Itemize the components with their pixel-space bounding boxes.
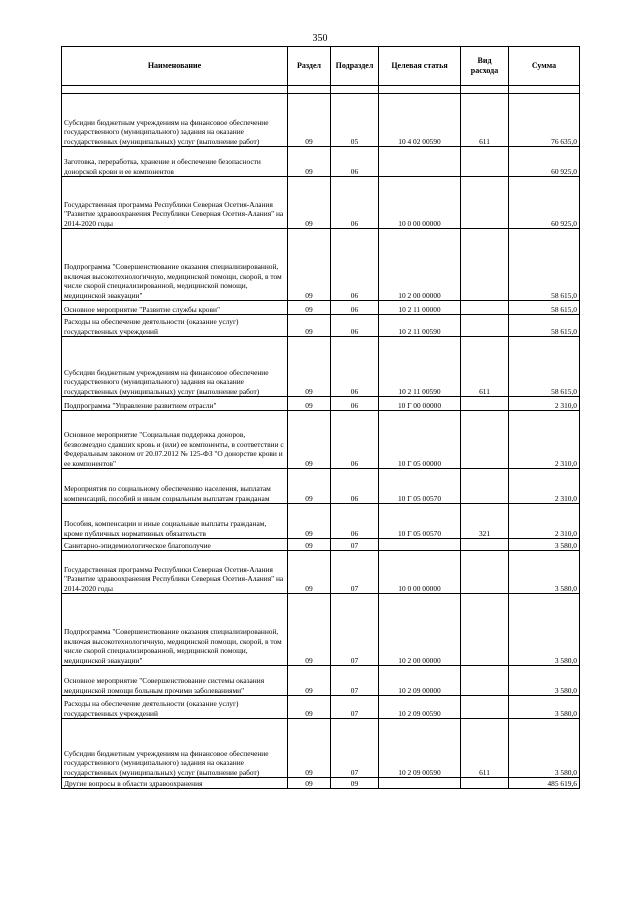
row-subsection: 05 <box>331 94 379 147</box>
page-number: 350 <box>312 33 328 44</box>
row-section: 09 <box>288 177 331 229</box>
row-name: Подпрограмма "Совершенствование оказания специализированной, включая высокотехнологичную, медицинской помощи, скорой, в том числе скорой специализированной, медицинской помощи, медицинской эвакуации" <box>62 594 288 666</box>
row-section: 09 <box>288 539 331 551</box>
row-amount: 58 615,0 <box>509 229 580 301</box>
header-subsection: Подраздел <box>331 47 379 86</box>
table-row <box>62 397 580 411</box>
row-section: 09 <box>288 147 331 177</box>
row-target: 10 Г 05 00570 <box>379 504 461 539</box>
row-amount: 2 310,0 <box>509 504 580 539</box>
row-expense-type: 611 <box>461 94 509 147</box>
row-name: Основное мероприятие "Развитие службы крови" <box>62 301 288 315</box>
row-name: Субсидии бюджетным учреждениям на финансовое обеспечение государственного (муниципального) задания на оказание государственных (муниципальных) услуг (выполнение работ) <box>62 94 288 147</box>
row-amount: 3 580,0 <box>509 696 580 719</box>
row-target: 10 Г 05 00570 <box>379 469 461 504</box>
row-expense-type <box>461 147 509 177</box>
row-subsection: 06 <box>331 147 379 177</box>
row-subsection: 06 <box>331 337 379 397</box>
row-subsection: 06 <box>331 315 379 337</box>
row-expense-type <box>461 469 509 504</box>
row-target: 10 2 11 00590 <box>379 315 461 337</box>
row-amount: 58 615,0 <box>509 315 580 337</box>
row-amount: 3 580,0 <box>509 539 580 551</box>
header-name: Наименование <box>62 47 288 86</box>
row-name: Субсидии бюджетным учреждениям на финансовое обеспечение государственного (муниципального) задания на оказание государственных (муниципальных) услуг (выполнение работ) <box>62 337 288 397</box>
row-amount: 60 925,0 <box>509 147 580 177</box>
row-amount: 485 619,6 <box>509 778 580 789</box>
row-section: 09 <box>288 229 331 301</box>
row-section: 09 <box>288 397 331 411</box>
row-name: Подпрограмма "Управление развитием отрасли" <box>62 397 288 411</box>
table-row <box>62 504 580 539</box>
header-amount: Сумма <box>509 47 580 86</box>
table-row <box>62 594 580 666</box>
row-expense-type <box>461 778 509 789</box>
row-amount: 2 310,0 <box>509 411 580 469</box>
row-amount: 2 310,0 <box>509 397 580 411</box>
row-section: 09 <box>288 301 331 315</box>
row-amount: 58 615,0 <box>509 301 580 315</box>
row-expense-type <box>461 411 509 469</box>
row-subsection: 06 <box>331 397 379 411</box>
row-section: 09 <box>288 778 331 789</box>
row-target: 10 2 09 00590 <box>379 696 461 719</box>
row-amount: 3 580,0 <box>509 719 580 778</box>
row-expense-type <box>461 397 509 411</box>
row-name: Государственная программа Республики Северная Осетия-Алания "Развитие здравоохранения Республики Северная Осетия-Алания" на 2014-2020 годы <box>62 177 288 229</box>
table-row <box>62 469 580 504</box>
row-section: 09 <box>288 696 331 719</box>
row-subsection: 07 <box>331 719 379 778</box>
row-section: 09 <box>288 504 331 539</box>
row-expense-type <box>461 301 509 315</box>
row-expense-type <box>461 551 509 594</box>
row-name: Государственная программа Республики Северная Осетия-Алания "Развитие здравоохранения Республики Северная Осетия-Алания" на 2014-2020 годы <box>62 551 288 594</box>
row-section: 09 <box>288 469 331 504</box>
row-name: Расходы на обеспечение деятельности (оказание услуг) государственных учреждений <box>62 315 288 337</box>
row-target: 10 0 00 00000 <box>379 177 461 229</box>
row-name: Субсидии бюджетным учреждениям на финансовое обеспечение государственного (муниципального) задания на оказание государственных (муниципальных) услуг (выполнение работ) <box>62 719 288 778</box>
row-target: 10 2 11 00590 <box>379 337 461 397</box>
row-subsection: 06 <box>331 177 379 229</box>
row-section: 09 <box>288 315 331 337</box>
row-expense-type: 321 <box>461 504 509 539</box>
table-row <box>62 337 580 397</box>
row-expense-type <box>461 229 509 301</box>
row-amount: 3 580,0 <box>509 666 580 696</box>
header-expense-type: Вид расхода <box>461 47 509 86</box>
table-row <box>62 229 580 301</box>
row-section: 09 <box>288 411 331 469</box>
row-subsection: 06 <box>331 301 379 315</box>
row-target: 10 4 02 00590 <box>379 94 461 147</box>
row-target: 10 Г 05 00000 <box>379 411 461 469</box>
row-section: 09 <box>288 94 331 147</box>
row-section: 09 <box>288 337 331 397</box>
table-row <box>62 539 580 551</box>
row-target: 10 2 09 00000 <box>379 666 461 696</box>
row-name: Основное мероприятие "Социальная поддержка доноров, безвозмездно сдавших кровь и (или) ее компоненты, в соответствии с Федеральным законом от 20.07.2012 № 125-ФЗ "О донорстве крови и ее компонентов" <box>62 411 288 469</box>
row-amount: 3 580,0 <box>509 594 580 666</box>
table-row <box>62 177 580 229</box>
table-row <box>62 301 580 315</box>
row-amount: 76 635,0 <box>509 94 580 147</box>
row-target <box>379 539 461 551</box>
row-subsection: 06 <box>331 504 379 539</box>
table-row <box>62 551 580 594</box>
row-target: 10 Г 00 00000 <box>379 397 461 411</box>
row-subsection: 09 <box>331 778 379 789</box>
row-target: 10 2 09 00590 <box>379 719 461 778</box>
row-subsection: 07 <box>331 696 379 719</box>
header-section: Раздел <box>288 47 331 86</box>
table-row <box>62 411 580 469</box>
table-body <box>62 86 580 789</box>
row-subsection: 06 <box>331 229 379 301</box>
row-amount: 2 310,0 <box>509 469 580 504</box>
row-subsection: 07 <box>331 666 379 696</box>
table-row <box>62 666 580 696</box>
header-target: Целевая статья <box>379 47 461 86</box>
table-row <box>62 778 580 789</box>
row-name: Другие вопросы в области здравоохранения <box>62 778 288 789</box>
row-subsection: 06 <box>331 411 379 469</box>
table-row <box>62 719 580 778</box>
row-section: 09 <box>288 666 331 696</box>
table-row <box>62 94 580 147</box>
row-subsection: 06 <box>331 469 379 504</box>
row-name: Заготовка, переработка, хранение и обеспечение безопасности донорской крови и ее компонентов <box>62 147 288 177</box>
row-target <box>379 147 461 177</box>
budget-table <box>61 46 580 789</box>
header-gap-row <box>62 86 580 94</box>
row-expense-type <box>461 177 509 229</box>
table-row <box>62 147 580 177</box>
row-subsection: 07 <box>331 594 379 666</box>
row-name: Подпрограмма "Совершенствование оказания специализированной, включая высокотехнологичную, медицинской помощи, скорой, в том числе скорой специализированной, медицинской помощи, медицинской эвакуации" <box>62 229 288 301</box>
header-row <box>62 47 580 86</box>
row-amount: 3 580,0 <box>509 551 580 594</box>
row-target: 10 2 11 00000 <box>379 301 461 315</box>
row-name: Расходы на обеспечение деятельности (оказание услуг) государственных учреждений <box>62 696 288 719</box>
row-name: Санитарно-эпидемиологическое благополучие <box>62 539 288 551</box>
row-subsection: 07 <box>331 539 379 551</box>
row-target: 10 0 00 00000 <box>379 551 461 594</box>
table-row <box>62 696 580 719</box>
row-name: Основное мероприятие "Совершенствование системы оказания медицинской помощи больным прочими заболеваниями" <box>62 666 288 696</box>
row-section: 09 <box>288 551 331 594</box>
row-target: 10 2 00 00000 <box>379 229 461 301</box>
table-row <box>62 315 580 337</box>
row-expense-type: 611 <box>461 719 509 778</box>
row-expense-type <box>461 315 509 337</box>
row-expense-type <box>461 696 509 719</box>
row-section: 09 <box>288 594 331 666</box>
row-expense-type <box>461 594 509 666</box>
row-amount: 60 925,0 <box>509 177 580 229</box>
row-expense-type <box>461 666 509 696</box>
row-amount: 58 615,0 <box>509 337 580 397</box>
row-name: Пособия, компенсации и иные социальные выплаты гражданам, кроме публичных нормативных обязательств <box>62 504 288 539</box>
row-subsection: 07 <box>331 551 379 594</box>
row-expense-type <box>461 539 509 551</box>
row-name: Мероприятия по социальному обеспечению населения, выплатам компенсаций, пособий и иным социальным выплатам гражданам <box>62 469 288 504</box>
row-expense-type: 611 <box>461 337 509 397</box>
row-target <box>379 778 461 789</box>
row-target: 10 2 00 00000 <box>379 594 461 666</box>
row-section: 09 <box>288 719 331 778</box>
